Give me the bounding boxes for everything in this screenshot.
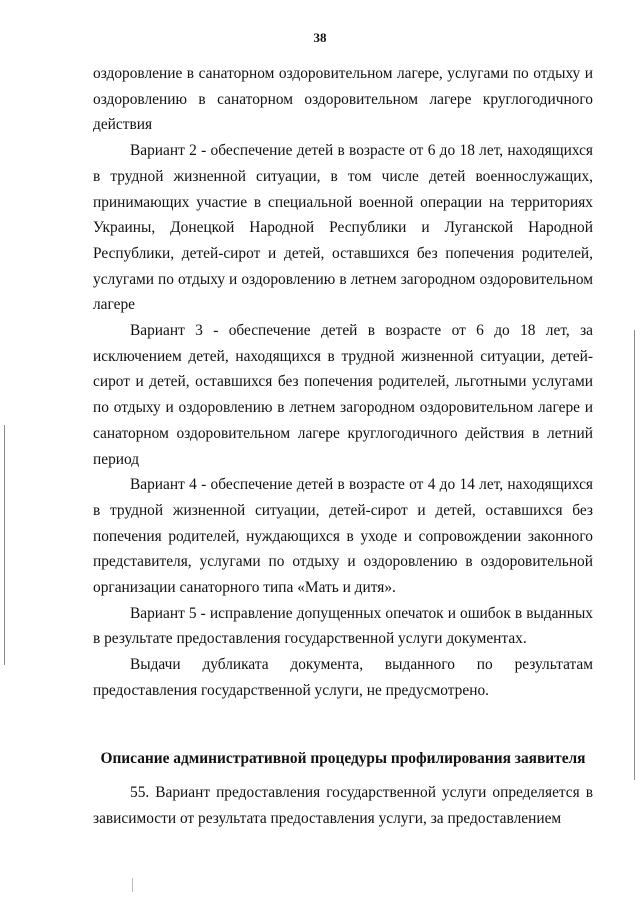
scan-edge-right [634, 330, 635, 780]
scan-mark [132, 878, 133, 892]
scan-edge-left [4, 425, 5, 665]
paragraph-variant-3: Вариант 3 - обеспечение детей в возрасте от 6 до 18 лет, за исключением детей, находящихся в трудной жизненной ситуации, детей-сирот и детей, оставшихся без попечения родителей, льготными услугами по отдыху и оздоровлению в летнем загородном оздоровительном лагере и санаторном оздоровительном лагере круглогодичного действия в летний период [93, 322, 593, 468]
section-heading: Описание административной процедуры профилирования заявителя [100, 749, 586, 767]
page-number: 38 [313, 30, 327, 45]
paragraph-55: 55. Вариант предоставления государственной услуги определяется в зависимости от результата предоставления услуги, за предоставлением [93, 784, 593, 827]
paragraph-duplicate: Выдачи дубликата документа, выданного по результатам предоставления государственной услуги, не предусмотрено. [93, 656, 593, 699]
document-body [93, 61, 593, 832]
paragraph-variant-2: Вариант 2 - обеспечение детей в возрасте от 6 до 18 лет, находящихся в трудной жизненной ситуации, в том числе детей военнослужащих, принимающих участие в специальной военной операции на территориях Украины, Донецкой Народной Республики и Луганской Народной Республики, детей-сирот и детей, оставшихся без попечения родителей, услугами по отдыху и оздоровлению в летнем загородном оздоровительном лагере [93, 142, 593, 314]
paragraph-variant-5: Вариант 5 - исправление допущенных опечаток и ошибок в выданных в результате предоставления государственной услуги документах. [93, 604, 593, 648]
paragraph-variant-4: Вариант 4 - обеспечение детей в возрасте от 4 до 14 лет, находящихся в трудной жизненной ситуации, детей-сирот и детей, оставшихся без попечения родителей, нуждающихся в уходе и сопровождении законного представителя, услугами по отдыху и оздоровлению в оздоровительной организации санаторного типа «Мать и дитя». [93, 476, 593, 597]
paragraph-continuation: оздоровление в санаторном оздоровительном лагере, услугами по отдыху и оздоровлению в санаторном оздоровительном лагере круглогодичного действия [93, 65, 593, 134]
